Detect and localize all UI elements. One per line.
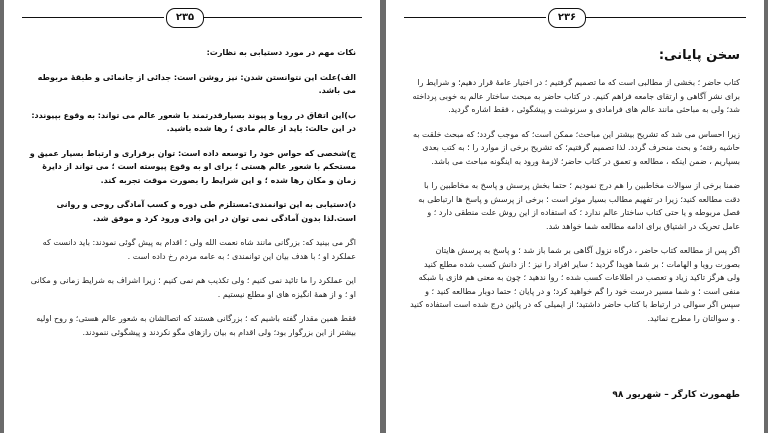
page-number: ۲۳۵ bbox=[166, 8, 204, 28]
header-rule-right bbox=[202, 17, 362, 18]
paragraph: د)دستیابی به این توانمندی:مستلزم طی دوره و کسب آمادگی روحی و روانی است.لذا بدون آمادگی نمی توان در این وادی ورود کرد و موفق شد. bbox=[56, 200, 356, 223]
paragraph: اگر می بینید که: بزرگانی مانند شاه نعمت الله ولی ؛ اقدام به پیش گوئی نمودند: باید دانست که عملکرد او ؛ با هدف بیان این توانمندی ؛ به عامه مردم رخ داده است . bbox=[42, 238, 356, 261]
paragraph: الف)علت این نتوانستن شدن: نیز روشن است: جدائی از جانمائی و طبقهٔ مربوطه می باشد. bbox=[37, 72, 356, 95]
paragraph: فقط همین مقدار گفته باشیم که ؛ بزرگانی هستند که اتصالشان به شعور عالم هستی؛ و روح اولیه بیشتر از این بزرگوار بود؛ ولی اقدام به بیان رازهای مگو نکردند و پیشگوئی ننمودند. bbox=[36, 314, 356, 337]
header-rule-left bbox=[404, 17, 546, 18]
paragraph: کتاب حاضر ؛ بخشی از مطالبی است که ما تصمیم گرفتیم ؛ در اختیار عامهٔ قرار دهیم؛ و شرایط را برای نشر آگاهی و ارتقای جامعه فراهم کنیم. در کتاب حاضر به مبحث ساختار عالم به خوبی پرداخته شد؛ ولی به مباحثی مانند عالم های فرامادی و سرنوشت و پیشگوئی ، فقط اشاره گردید. bbox=[412, 78, 740, 114]
page-body bbox=[28, 46, 356, 350]
paragraph: این عملکرد را ما تائید نمی کنیم ؛ ولی تکذیب هم نمی کنیم ؛ زیرا اشراف به شرایط زمانی و مکانی او ؛ و از همهٔ انگیزه های او مطلع نیستیم . bbox=[30, 276, 356, 299]
page-236 bbox=[386, 0, 764, 433]
paragraph: اگر پس از مطالعه کتاب حاضر ، درگاه نزول آگاهی بر شما باز شد ؛ و پاسخ به پرسش هایتان بصورت رویا و الهامات ؛ بر شما هویدا گردید ؛ سایر افراد را نیز ؛ از دانش کسب شده مطلع کنید ولی هرگز تاکید زیاد و تعصب در اطلاعات کسب شده ؛ روا ندهید ؛ چون به معنی هم فازی با شبکه منفی است ؛ و شما مسیر درست خود را گم خواهید کرد؛ و در پایان ؛ حتما دوبار مطالعه کنید ؛ و سپس اگر سوالی در ارتباط با کتاب حاضر داشتید؛ از ایمیلی که در پائین درج شده است استفاده کنید . و سوالتان را مطرح نمائید. bbox=[410, 246, 740, 323]
paragraph: ج)شخصی که حواس خود را توسعه داده است: توان برقراری و ارتباط بسیار عمیق و مستحکم با شعور عالم هستی ؛ برای او به وقوع پیوسته است ؛ می تواند از دایرهٔ زمان و مکان رها شده ؛ و این شرایط را بصورت موقت تجربه کند. bbox=[29, 148, 356, 185]
author-signature: طهمورث کارگر – شهریور ۹۸ bbox=[612, 390, 740, 400]
page-body bbox=[410, 38, 740, 336]
header-rule-left bbox=[22, 17, 164, 18]
paragraph: زیرا احساس می شد که تشریح بیشتر این مباحث؛ ممکن است؛ که موجب گردد؛ که مبحث خلقت به حاشیه رفته؛ و بحث منحرف گردد. لذا تصمیم گرفتیم؛ که تشریح برخی از موارد را ؛ به کتب بعدی بسپاریم ، ضمن اینکه ، مطالعه و تعمق در کتاب حاضر؛ لازمهٔ ورود به اینگونه مباحث می باشد. bbox=[413, 129, 740, 166]
paragraph: نکات مهم در مورد دستیابی به نظارت: bbox=[206, 48, 356, 57]
section-title: سخن پایانی: bbox=[658, 48, 740, 63]
header-rule-right bbox=[584, 17, 746, 18]
paragraph: ضمنا برخی از سوالات مخاطبین را هم درج نمودیم ؛ حتما بخش پرسش و پاسخ به مخاطبین را با دقت مطالعه کنید؛ زیرا در تفهیم مطالب بسیار موثر است ؛ برخی از پرسش و پاسخ ها ارتباطی به فصل مربوطه و یا حتی کتاب ساختار عالم ندارد ؛ که استفاده از این روش علت منطقی دارد ؛ و عامل تحریک در اشتیاق برای ادامه مطالعه شما خواهد شد. bbox=[418, 181, 740, 231]
paragraph: ب)این اتفاق در رویا و پیوند بسیارقدرتمند با شعور عالم می تواند: به وقوع بپیوندد: در این حالت: باید از عالم مادی ؛ رها شده باشید. bbox=[31, 110, 356, 133]
page-number: ۲۳۶ bbox=[548, 8, 586, 28]
page-235 bbox=[4, 0, 380, 433]
